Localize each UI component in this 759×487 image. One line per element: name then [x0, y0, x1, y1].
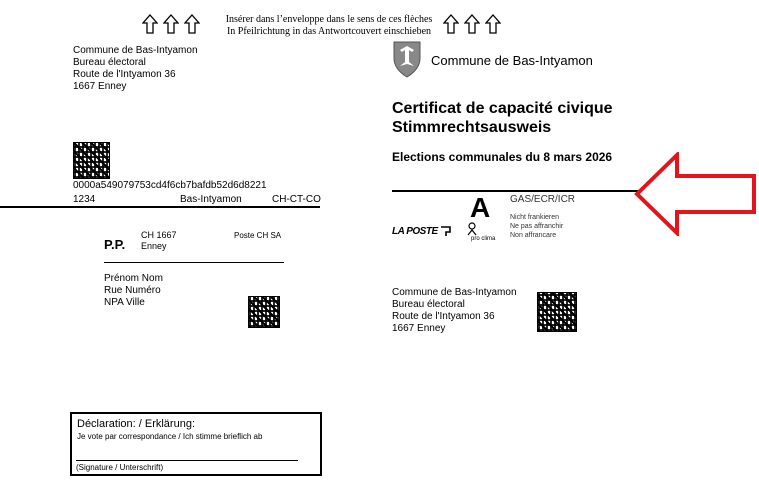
recipient-address	[104, 273, 163, 309]
recipient-line: Rue Numéro	[104, 285, 161, 296]
datamatrix-code	[248, 296, 280, 328]
postage-note-line: Nicht frankieren	[510, 214, 560, 221]
declaration-box[interactable]	[70, 412, 322, 476]
pp-address	[141, 230, 177, 252]
signature-label: (Signature / Unterschrift)	[76, 463, 164, 472]
pp-label: P.P.	[104, 237, 126, 252]
pp-postal-code: CH 1667	[141, 230, 177, 240]
instruction-de: In Pfeilrichtung in das Antwortcouvert einschieben	[226, 26, 432, 37]
priority-a-mark: A	[470, 192, 491, 223]
reply-address-line: 1667 Enney	[392, 323, 446, 334]
strip-number: 1234	[73, 194, 96, 205]
strip-code: CH-CT-CO	[272, 194, 321, 205]
certificate-title-fr: Certificat de capacité civique	[392, 100, 613, 117]
return-address	[73, 45, 198, 93]
poste-horn-icon	[440, 224, 452, 238]
reply-address	[392, 287, 517, 335]
recipient-line: Prénom Nom	[104, 273, 163, 284]
pp-provider: Poste CH SA	[234, 231, 282, 240]
declaration-text: Je vote par correspondance / Ich stimme brieflich ab	[77, 432, 263, 441]
pp-locality: Enney	[141, 241, 167, 251]
pro-clima-icon	[465, 222, 479, 236]
reply-address-line: Route de l'Intyamon 36	[392, 311, 495, 322]
postage-note-line: Non affrancare	[510, 232, 557, 239]
insert-arrow-icon	[184, 14, 200, 34]
certificate-title-de: Stimmrechtsausweis	[392, 119, 552, 136]
barcode-id: 0000a549079753cd4f6cb7bafdb52d6d8221	[73, 180, 267, 191]
insert-arrow-icon	[464, 14, 480, 34]
datamatrix-code	[537, 292, 577, 332]
recipient-line: NPA Ville	[104, 297, 145, 308]
certificate-title	[392, 99, 613, 137]
strip-commune: Bas-Intyamon	[180, 194, 242, 205]
declaration-title: Déclaration: / Erklärung:	[77, 418, 195, 430]
commune-name: Commune de Bas-Intyamon	[431, 53, 593, 68]
signature-line	[76, 460, 298, 461]
postage-note	[510, 213, 563, 240]
pointer-arrow-icon	[634, 152, 758, 236]
insert-arrow-icon	[142, 14, 158, 34]
pp-underline	[104, 262, 284, 263]
insert-arrow-icon	[443, 14, 459, 34]
fold-line	[0, 206, 320, 208]
la-poste-brand: LA POSTE	[392, 226, 438, 237]
commune-crest-icon	[392, 40, 422, 78]
window-line	[392, 190, 644, 192]
return-address-line: Bureau électoral	[73, 57, 146, 68]
insert-arrow-icon	[163, 14, 179, 34]
return-address-line: Route de l'Intyamon 36	[73, 69, 176, 80]
reply-address-line: Commune de Bas-Intyamon	[392, 287, 517, 298]
election-name: Elections communales du 8 mars 2026	[392, 150, 613, 164]
insert-instructions	[214, 14, 444, 38]
datamatrix-code	[73, 142, 110, 179]
reply-address-line: Bureau électoral	[392, 299, 465, 310]
la-poste-logo	[392, 226, 438, 237]
return-address-line: 1667 Enney	[73, 81, 127, 92]
postage-code: GAS/ECR/ICR	[510, 194, 576, 205]
instruction-fr: Insérer dans l’enveloppe dans le sens de ces flèches	[225, 14, 433, 25]
insert-arrow-icon	[485, 14, 501, 34]
return-address-line: Commune de Bas-Intyamon	[73, 45, 198, 56]
postage-note-line: Ne pas affranchir	[510, 223, 564, 230]
pro-clima-label: pro clima	[471, 236, 496, 242]
